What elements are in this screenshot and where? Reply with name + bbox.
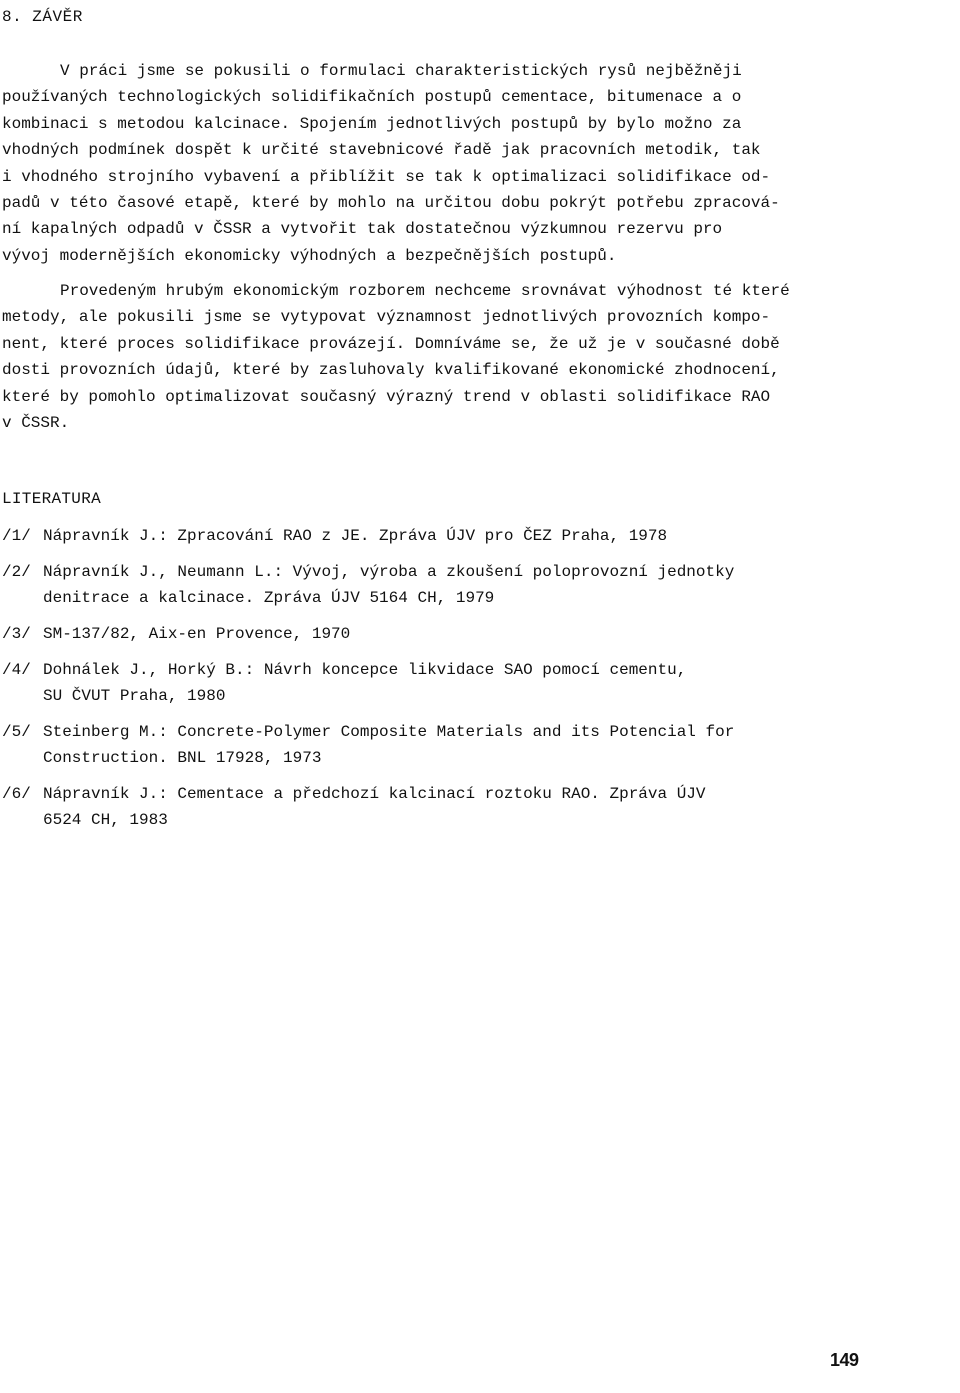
reference-number: /5/ (2, 723, 31, 741)
reference-item (2, 781, 902, 833)
literature-heading: LITERATURA (2, 490, 102, 508)
reference-number: /2/ (2, 563, 31, 581)
reference-text (2, 559, 902, 611)
paragraph-line: i vhodného strojního vybavení a přiblížit se tak k optimalizaci solidifikace od- (2, 167, 771, 186)
reference-item (2, 523, 902, 549)
paragraph-line: vhodných podmínek dospět k určité stavebnicové řadě jak pracovních metodik, tak (2, 141, 761, 160)
paragraph-line: které by pomohlo optimalizovat současný výrazný trend v oblasti solidifikace RAO (2, 387, 771, 406)
reference-text (2, 781, 902, 833)
paragraph-line: vývoj modernějších ekonomicky výhodných a bezpečnějších postupů. (2, 246, 617, 265)
paragraph-line: používaných technologických solidifikačních postupů cementace, bitumenace a o (2, 88, 742, 107)
paragraph-line: padů v této časové etapě, které by mohlo na určitou dobu pokrýt potřebu zpracová- (2, 193, 780, 212)
paragraph-line: metody, ale pokusili jsme se vytypovat významnost jednotlivých provozních kompo- (2, 308, 771, 327)
reference-text (2, 719, 902, 771)
reference-item (2, 559, 902, 611)
reference-item (2, 719, 902, 771)
reference-number: /6/ (2, 785, 31, 803)
paragraph-line: v ČSSR. (2, 413, 70, 432)
reference-line: Nápravník J., Neumann L.: Vývoj, výroba a zkoušení poloprovozní jednotky (43, 563, 735, 581)
reference-text (2, 523, 902, 549)
paragraph-line: Provedeným hrubým ekonomickým rozborem nechceme srovnávat výhodnost té které (60, 282, 790, 300)
reference-line: Nápravník J.: Zpracování RAO z JE. Zpráva ÚJV pro ČEZ Praha, 1978 (43, 527, 668, 545)
paragraph-line: kombinaci s metodou kalcinace. Spojením jednotlivých postupů by bylo možno za (2, 114, 742, 133)
reference-line: denitrace a kalcinace. Zpráva ÚJV 5164 CH, 1979 (43, 589, 495, 607)
reference-line: Steinberg M.: Concrete-Polymer Composite Materials and its Potencial for (43, 723, 735, 741)
reference-number: /3/ (2, 625, 31, 643)
conclusion-paragraph-1 (2, 58, 842, 269)
reference-line: Dohnálek J., Horký B.: Návrh koncepce likvidace SAO pomocí cementu, (43, 661, 687, 679)
conclusion-paragraph-2 (2, 278, 842, 436)
reference-text (2, 621, 902, 647)
reference-text (2, 657, 902, 709)
paragraph-line: nent, které proces solidifikace provázejí. Domníváme se, že už je v současné době (2, 334, 780, 353)
reference-number: /1/ (2, 527, 31, 545)
reference-line: 6524 CH, 1983 (43, 811, 168, 829)
reference-number: /4/ (2, 661, 31, 679)
section-heading: 8. ZÁVĚR (2, 8, 83, 26)
paragraph-line: V práci jsme se pokusili o formulaci charakteristických rysů nejběžněji (60, 62, 742, 80)
reference-item (2, 621, 902, 647)
paragraph-line: dosti provozních údajů, které by zasluhovaly kvalifikované ekonomické zhodnocení, (2, 361, 780, 380)
reference-line: SU ČVUT Praha, 1980 (43, 687, 226, 705)
reference-list (2, 523, 902, 833)
reference-line: Construction. BNL 17928, 1973 (43, 749, 322, 767)
reference-line: Nápravník J.: Cementace a předchozí kalcinací roztoku RAO. Zpráva ÚJV (43, 785, 706, 803)
reference-item (2, 657, 902, 709)
reference-line: SM-137/82, Aix-en Provence, 1970 (43, 625, 351, 643)
page-number: 149 (830, 1350, 859, 1370)
paragraph-line: ní kapalných odpadů v ČSSR a vytvořit tak dostatečnou výzkumnou rezervu pro (2, 220, 723, 239)
